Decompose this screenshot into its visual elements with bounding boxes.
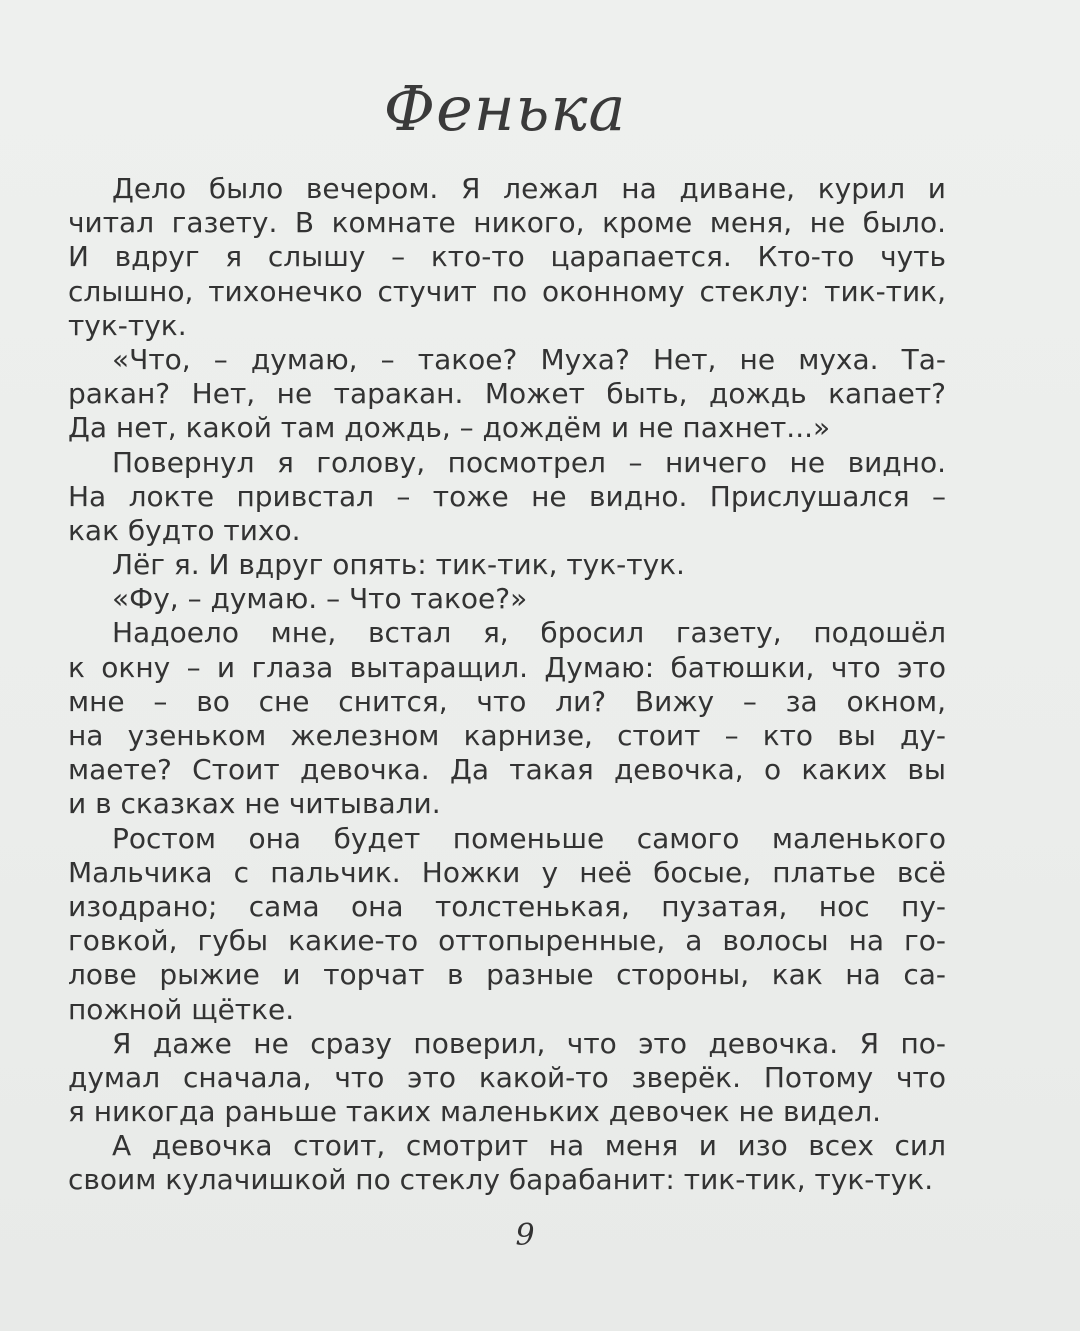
paragraph <box>68 616 946 821</box>
text-line: я никогда раньше таких маленьких девочек не видел. <box>68 1095 882 1129</box>
text-line: А девочка стоит, смотрит на меня и изо всех сил <box>112 1129 946 1163</box>
text-line: Ростом она будет поменьше самого маленького <box>112 821 946 855</box>
paragraph <box>68 343 946 446</box>
text-line: маете? Стоит девочка. Да такая девочка, о каких вы <box>68 753 946 787</box>
text-line: мне – во сне снится, что ли? Вижу – за окном, <box>68 684 946 718</box>
text-line: «Что, – думаю, – такое? Муха? Нет, не муха. Та- <box>112 342 946 376</box>
text-line: изодрано; сама она толстенькая, пузатая, нос пу- <box>68 889 946 923</box>
text-line: читал газету. В комнате никого, кроме меня, не было. <box>68 206 946 240</box>
paragraph <box>68 582 946 616</box>
text-line: своим кулачишкой по стеклу барабанит: тик-тик, тук-тук. <box>68 1163 934 1197</box>
text-line: Лёг я. И вдруг опять: тик-тик, тук-тук. <box>112 548 685 582</box>
text-line: к окну – и глаза вытаращил. Думаю: батюшки, что это <box>68 650 946 684</box>
text-line: ракан? Нет, не таракан. Может быть, дождь капает? <box>68 377 946 411</box>
text-line: Да нет, какой там дождь, – дождём и не пахнет...» <box>68 411 831 445</box>
text-line: слышно, тихонечко стучит по оконному стеклу: тик-тик, <box>68 274 946 308</box>
text-line: и в сказках не читывали. <box>68 787 441 821</box>
text-line: тук-тук. <box>68 308 187 342</box>
paragraph <box>68 822 946 1027</box>
paragraph <box>68 446 946 549</box>
text-line: говкой, губы какие-то оттопыренные, а волосы на го- <box>68 924 946 958</box>
paragraph <box>68 1129 946 1197</box>
page-number: 9 <box>515 1218 535 1253</box>
story-title: Фенька <box>383 72 627 145</box>
text-line: Дело было вечером. Я лежал на диване, курил и <box>112 172 946 205</box>
text-line: Мальчика с пальчик. Ножки у неё босые, платье всё <box>68 855 946 889</box>
text-line: Я даже не сразу поверил, что это девочка. Я по- <box>112 1026 946 1060</box>
text-line: «Фу, – думаю. – Что такое?» <box>112 582 528 616</box>
text-line: И вдруг я слышу – кто-то царапается. Кто-то чуть <box>68 240 946 274</box>
paragraph <box>68 172 946 343</box>
text-line: лове рыжие и торчат в разные стороны, как на са- <box>68 958 946 992</box>
story-body <box>68 172 946 1198</box>
text-line: Повернул я голову, посмотрел – ничего не видно. <box>112 445 946 479</box>
paragraph <box>68 1027 946 1130</box>
text-line: как будто тихо. <box>68 513 301 547</box>
paragraph <box>68 548 946 582</box>
text-line: думал сначала, что это какой-то зверёк. Потому что <box>68 1060 946 1094</box>
text-line: на узеньком железном карнизе, стоит – кто вы ду- <box>68 719 946 752</box>
text-line: пожной щётке. <box>68 992 295 1026</box>
text-line: Надоело мне, встал я, бросил газету, подошёл <box>112 616 946 650</box>
text-line: На локте привстал – тоже не видно. Прислушался – <box>68 479 946 513</box>
